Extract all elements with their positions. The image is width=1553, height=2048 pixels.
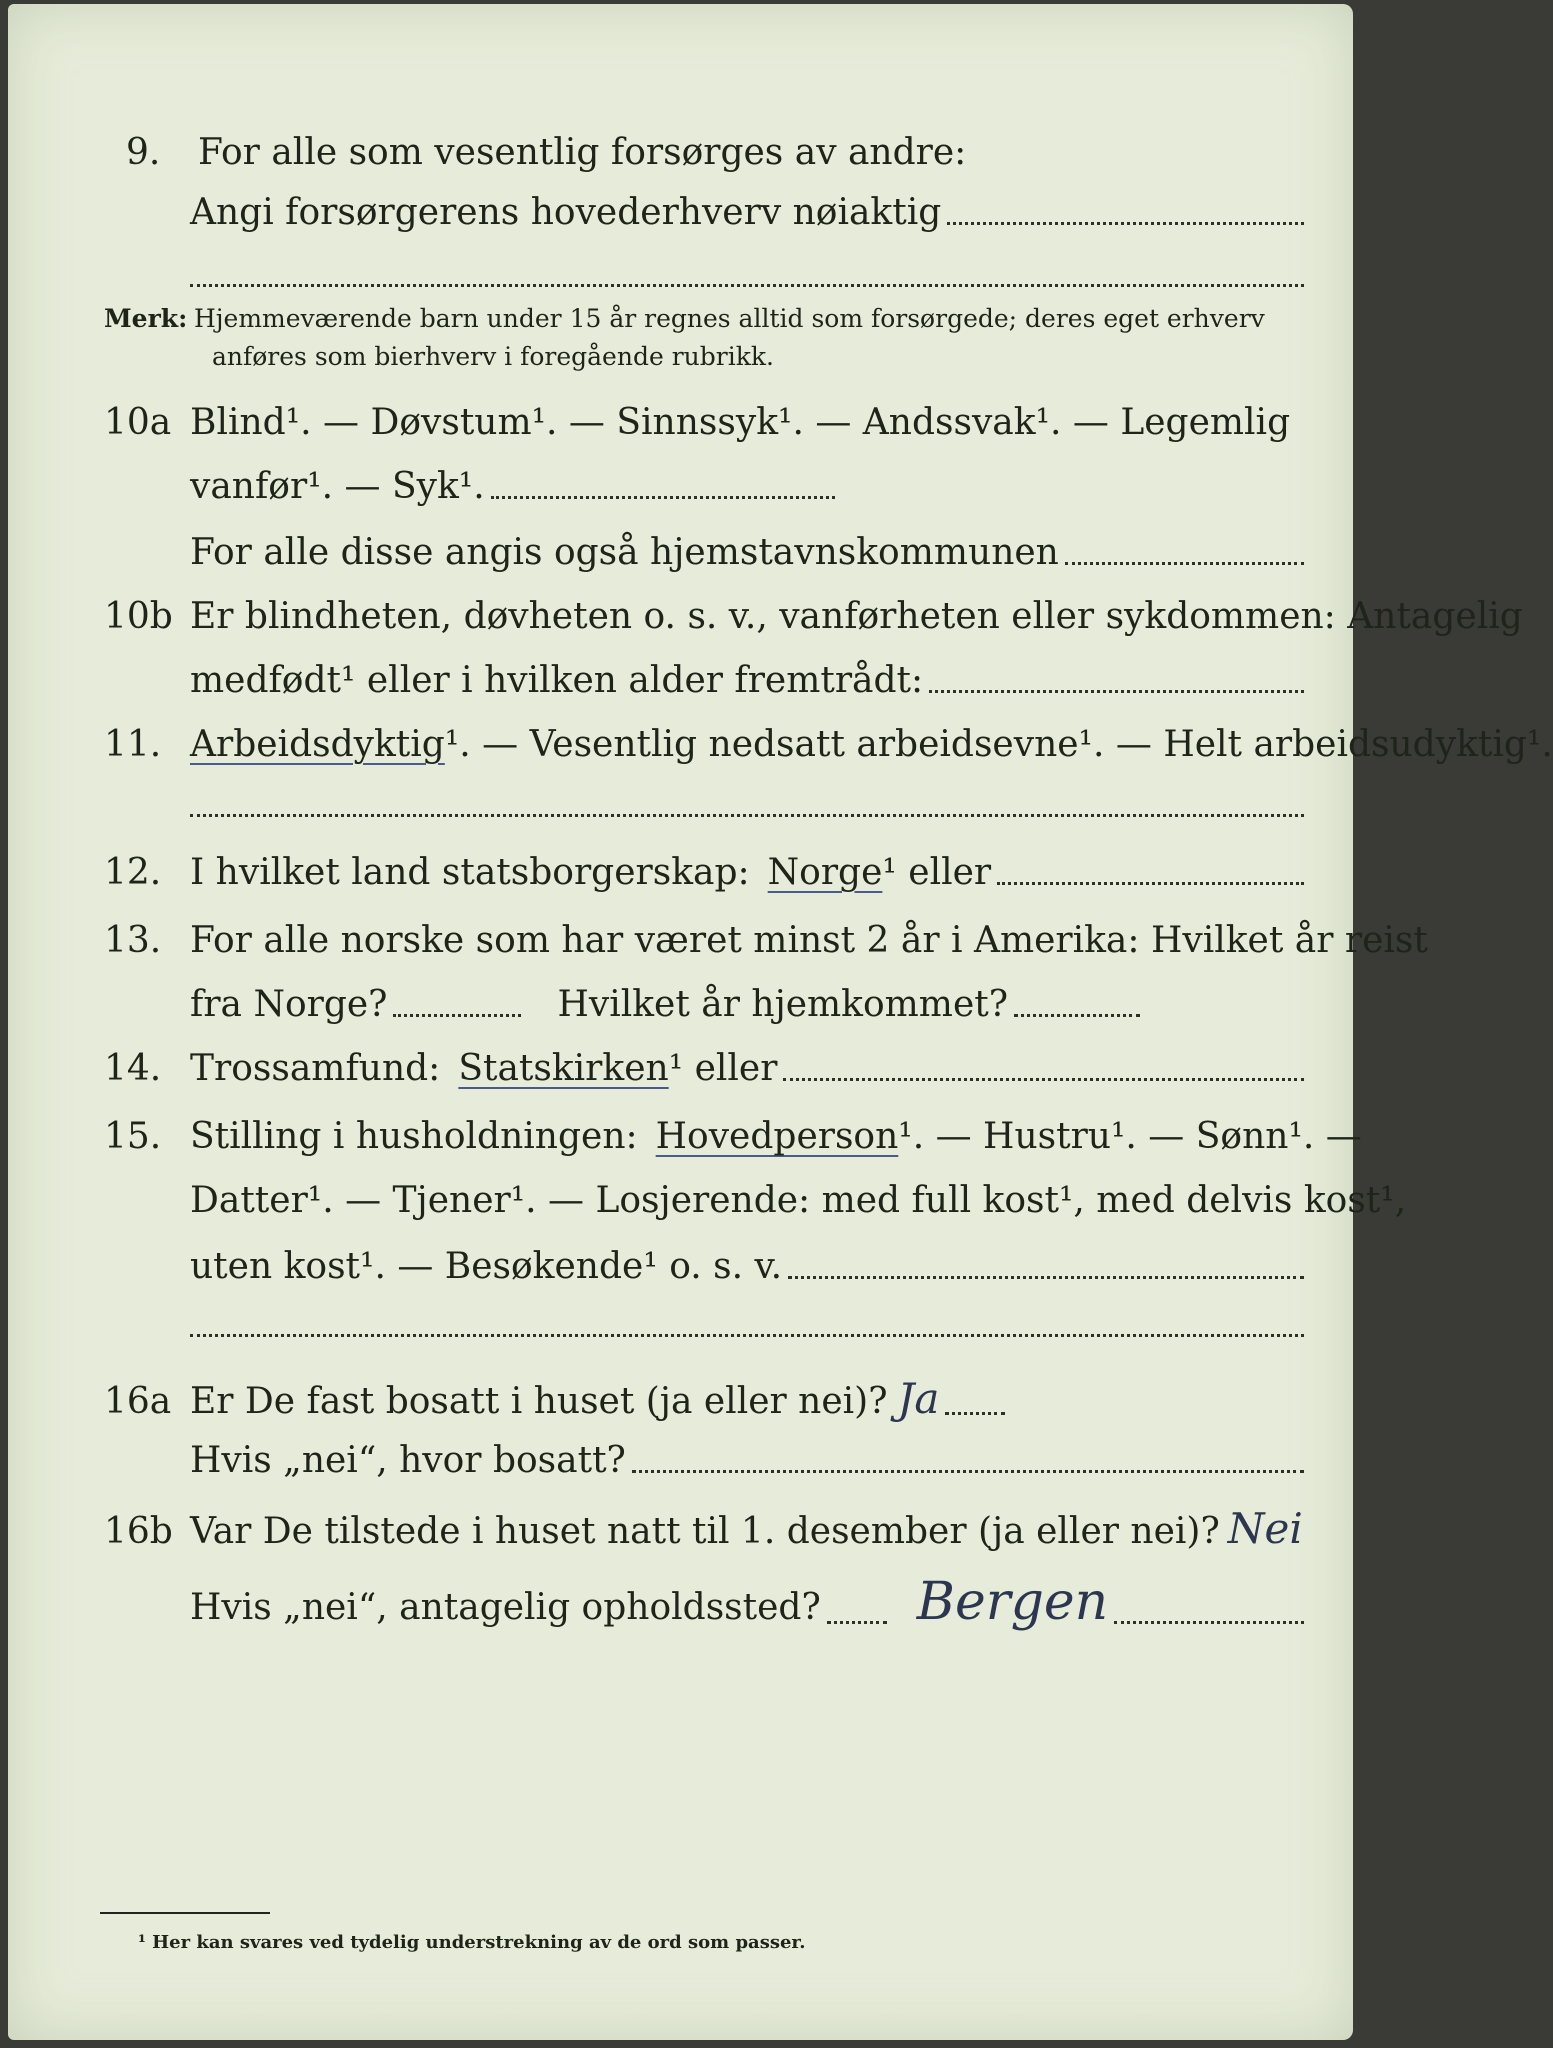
q16b-handwritten-place[interactable]: Bergen bbox=[916, 1572, 1109, 1632]
q13-number: 13. bbox=[104, 920, 162, 961]
q12-option-norge[interactable]: Norge bbox=[767, 852, 883, 893]
q10a-line2 bbox=[190, 466, 835, 507]
q15-text1: Stilling i husholdningen: bbox=[190, 1116, 638, 1157]
q12-post: ¹ eller bbox=[882, 852, 992, 893]
q11-text: ¹. — Vesentlig nedsatt arbeidsevne¹. — Helt arbeidsudyktig¹. bbox=[444, 724, 1553, 765]
q15-line3 bbox=[190, 1246, 1304, 1287]
q10a-number: 10a bbox=[104, 402, 172, 443]
q10a-line1 bbox=[104, 402, 1304, 443]
q16a-text2: Hvis „nei“, hvor bosatt? bbox=[190, 1440, 626, 1481]
q15-line1 bbox=[104, 1116, 1362, 1157]
q10b-answer-line[interactable] bbox=[929, 690, 1304, 693]
q16a-where-answer-line[interactable] bbox=[632, 1470, 1304, 1473]
q10a-home-answer-line[interactable] bbox=[1065, 562, 1304, 565]
footnote-rule bbox=[100, 1912, 270, 1914]
q9-extra-answer-line[interactable] bbox=[190, 284, 1304, 287]
q9-line2 bbox=[190, 192, 1304, 233]
q13-text1: For alle norske som har været minst 2 år i Amerika: Hvilket år reist bbox=[190, 920, 1428, 961]
q13-left-answer-line[interactable] bbox=[393, 1014, 521, 1017]
q10b-line2 bbox=[190, 660, 1304, 701]
q12-answer-line[interactable] bbox=[997, 882, 1304, 885]
q13-line2 bbox=[190, 984, 1140, 1025]
q9-text2: Angi forsørgerens hovederhverv nøiaktig bbox=[190, 192, 942, 233]
q14-number: 14. bbox=[104, 1048, 162, 1089]
merk-text2: anføres som bierhverv i foregående rubrikk. bbox=[212, 342, 774, 371]
q9-text: For alle som vesentlig forsørges av andre: bbox=[198, 132, 967, 173]
q13-part2: Hvilket år hjemkommet? bbox=[557, 984, 1009, 1025]
q12-number: 12. bbox=[104, 852, 162, 893]
q13-part1: fra Norge? bbox=[190, 984, 388, 1025]
merk-line1 bbox=[104, 304, 1265, 333]
q15-text3: uten kost¹. — Besøkende¹ o. s. v. bbox=[190, 1246, 783, 1287]
q14-text: Trossamfund: bbox=[190, 1048, 441, 1089]
q12-text: I hvilket land statsborgerskap: bbox=[190, 852, 750, 893]
q10b-line1 bbox=[104, 596, 1523, 637]
q10a-text1: Blind¹. — Døvstum¹. — Sinnssyk¹. — Andssvak¹. — Legemlig bbox=[190, 402, 1291, 443]
q9-answer-line[interactable] bbox=[947, 222, 1304, 225]
q11-number: 11. bbox=[104, 724, 162, 765]
q16a-line1 bbox=[104, 1374, 1005, 1423]
q10b-text2: medfødt¹ eller i hvilken alder fremtrådt: bbox=[190, 660, 924, 701]
q10a-text3: For alle disse angis også hjemstavnskommunen bbox=[190, 532, 1059, 573]
q13-returned-answer-line[interactable] bbox=[1014, 1014, 1140, 1017]
q10a-line3 bbox=[190, 532, 1304, 573]
q16b-answer-line-left[interactable] bbox=[827, 1621, 887, 1624]
q16a-text1: Er De fast bosatt i huset (ja eller nei)? bbox=[190, 1381, 888, 1422]
q15-post: ¹. — Hustru¹. — Sønn¹. — bbox=[898, 1116, 1362, 1157]
q16b-number: 16b bbox=[104, 1511, 173, 1552]
q10a-sick-answer-line[interactable] bbox=[491, 496, 835, 499]
q15-extra-answer-line[interactable] bbox=[190, 1334, 1304, 1337]
q11-option-arbeidsdyktig[interactable]: Arbeidsdyktig bbox=[190, 724, 445, 765]
q16a-answer-line[interactable] bbox=[945, 1412, 1005, 1415]
q14-post: ¹ eller bbox=[668, 1048, 778, 1089]
q9-line1 bbox=[126, 132, 966, 173]
q12-line bbox=[104, 852, 1304, 893]
q15-line2 bbox=[190, 1180, 1406, 1221]
q16b-handwritten-answer[interactable]: Nei bbox=[1227, 1504, 1303, 1553]
merk-label: Merk: bbox=[104, 304, 188, 333]
footnote: ¹ Her kan svares ved tydelig understrekning av de ord som passer. bbox=[138, 1932, 806, 1953]
q15-text2: Datter¹. — Tjener¹. — Losjerende: med full kost¹, med delvis kost¹, bbox=[190, 1180, 1407, 1221]
q13-line1 bbox=[104, 920, 1428, 961]
merk-line2 bbox=[212, 342, 774, 371]
q16a-handwritten-answer[interactable]: Ja bbox=[897, 1374, 940, 1423]
q16b-text1: Var De tilstede i huset natt til 1. desember (ja eller nei)? bbox=[190, 1511, 1220, 1552]
q16a-line2 bbox=[190, 1440, 1304, 1481]
q16b-answer-line-right[interactable] bbox=[1114, 1621, 1304, 1624]
q11-extra-answer-line[interactable] bbox=[190, 814, 1304, 817]
q15-option-hovedperson[interactable]: Hovedperson bbox=[655, 1116, 899, 1157]
q16b-text2: Hvis „nei“, antagelig opholdssted? bbox=[190, 1587, 821, 1628]
q16b-line1 bbox=[104, 1504, 1303, 1553]
q14-option-statskirken[interactable]: Statskirken bbox=[458, 1048, 669, 1089]
q16b-line2 bbox=[190, 1572, 1304, 1632]
q14-answer-line[interactable] bbox=[783, 1078, 1304, 1081]
q10a-text2: vanfør¹. — Syk¹. bbox=[190, 466, 485, 507]
q16a-number: 16a bbox=[104, 1381, 172, 1422]
q15-number: 15. bbox=[104, 1116, 162, 1157]
q10b-text1: Er blindheten, døvheten o. s. v., vanførheten eller sykdommen: Antagelig bbox=[190, 596, 1523, 637]
q14-line bbox=[104, 1048, 1304, 1089]
merk-text1: Hjemmeværende barn under 15 år regnes alltid som forsørgede; deres eget erhverv bbox=[194, 304, 1265, 333]
q11-line bbox=[104, 724, 1553, 765]
q10b-number: 10b bbox=[104, 596, 173, 637]
census-form-page bbox=[8, 4, 1553, 2040]
q15-answer-line[interactable] bbox=[788, 1276, 1304, 1279]
q9-number: 9. bbox=[126, 132, 161, 173]
